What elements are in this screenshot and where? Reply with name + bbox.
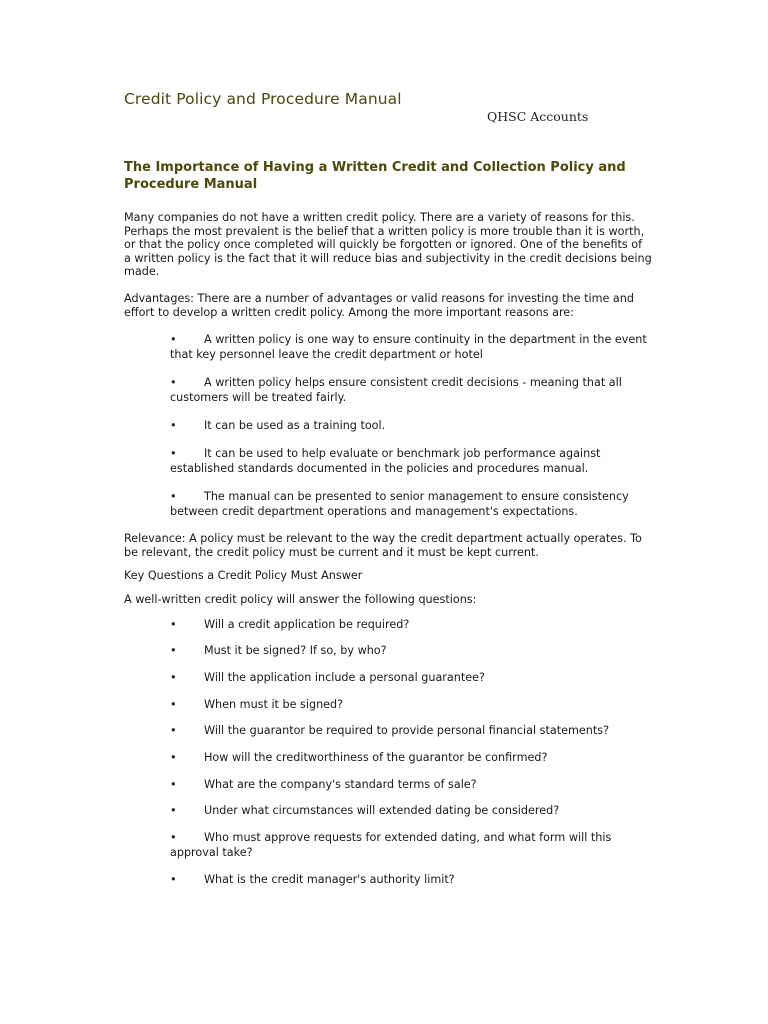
bullet-icon: •: [170, 333, 177, 347]
questions-intro: A well-written credit policy will answer the following questions:: [124, 592, 477, 606]
list-item-text: A written policy is one way to ensure continuity in the department in the event that key personnel leave the credit department or hotel: [170, 333, 647, 362]
list-item: [170, 697, 652, 712]
list-item: [170, 670, 652, 685]
list-item: [170, 489, 652, 519]
section-heading: The Importance of Having a Written Credit and Collection Policy and Procedure Manual: [124, 160, 626, 192]
list-item: [170, 750, 652, 765]
list-item: [170, 446, 652, 476]
bullet-icon: •: [170, 447, 177, 461]
advantages-list: [124, 332, 652, 519]
list-item-text: A written policy helps ensure consistent credit decisions - meaning that all customers will be treated fairly.: [170, 376, 622, 405]
bullet-icon: •: [170, 644, 177, 658]
list-item-text: It can be used to help evaluate or benchmark job performance against established standards documented in the policies and procedures manual.: [170, 447, 601, 476]
questions-list: [124, 617, 652, 887]
list-item-text: Under what circumstances will extended dating be considered?: [204, 804, 560, 818]
relevance-paragraph: Relevance: A policy must be relevant to the way the credit department actually operates. To be relevant, the credit policy must be current and it must be kept current.: [124, 532, 642, 559]
list-item-text: When must it be signed?: [204, 697, 344, 711]
list-item-text: Who must approve requests for extended dating, and what form will this approval take?: [170, 831, 612, 860]
list-item: [170, 332, 652, 362]
list-item: [170, 872, 652, 887]
list-item: [170, 418, 652, 433]
bullet-icon: •: [170, 872, 177, 886]
list-item-text: Will the application include a personal guarantee?: [204, 670, 485, 684]
list-item-text: Will the guarantor be required to provide personal financial statements?: [204, 724, 610, 738]
bullet-icon: •: [170, 419, 177, 433]
key-questions-heading: Key Questions a Credit Policy Must Answer: [124, 569, 363, 583]
list-item-text: What is the credit manager's authority limit?: [204, 872, 455, 886]
list-item-text: What are the company's standard terms of sale?: [204, 777, 477, 791]
bullet-icon: •: [170, 750, 177, 764]
list-item-text: Will a credit application be required?: [204, 617, 410, 631]
document-body: [124, 211, 652, 898]
intro-paragraph: Many companies do not have a written credit policy. There are a variety of reasons for this. Perhaps the most prevalent is the belief that a written policy is more trouble than it is worth, or that the policy once completed will quickly be forgotten or ignored. One of the benefits of a written policy is the fact that it will reduce bias and subjectivity in the credit decisions being made.: [124, 211, 652, 279]
list-item: [170, 803, 652, 818]
list-item: [170, 617, 652, 632]
bullet-icon: •: [170, 376, 177, 390]
list-item-text: It can be used as a training tool.: [204, 419, 386, 433]
list-item-text: How will the creditworthiness of the guarantor be confirmed?: [204, 750, 548, 764]
list-item: [170, 723, 652, 738]
list-item: [170, 777, 652, 792]
bullet-icon: •: [170, 697, 177, 711]
list-item: [170, 643, 652, 658]
advantages-paragraph: Advantages: There are a number of advantages or valid reasons for investing the time and effort to develop a written credit policy. Among the more important reasons are:: [124, 291, 634, 319]
bullet-icon: •: [170, 617, 177, 631]
list-item-text: Must it be signed? If so, by who?: [204, 644, 387, 658]
bullet-icon: •: [170, 670, 177, 684]
list-item: [170, 375, 652, 405]
bullet-icon: •: [170, 724, 177, 738]
bullet-icon: •: [170, 831, 177, 845]
bullet-icon: •: [170, 777, 177, 791]
organization-name: QHSC Accounts: [487, 109, 589, 124]
list-item-text: The manual can be presented to senior management to ensure consistency between credit department operations and management's expectations.: [170, 490, 629, 519]
bullet-icon: •: [170, 490, 177, 504]
bullet-icon: •: [170, 804, 177, 818]
list-item: [170, 830, 652, 860]
document-title: Credit Policy and Procedure Manual: [124, 90, 402, 108]
